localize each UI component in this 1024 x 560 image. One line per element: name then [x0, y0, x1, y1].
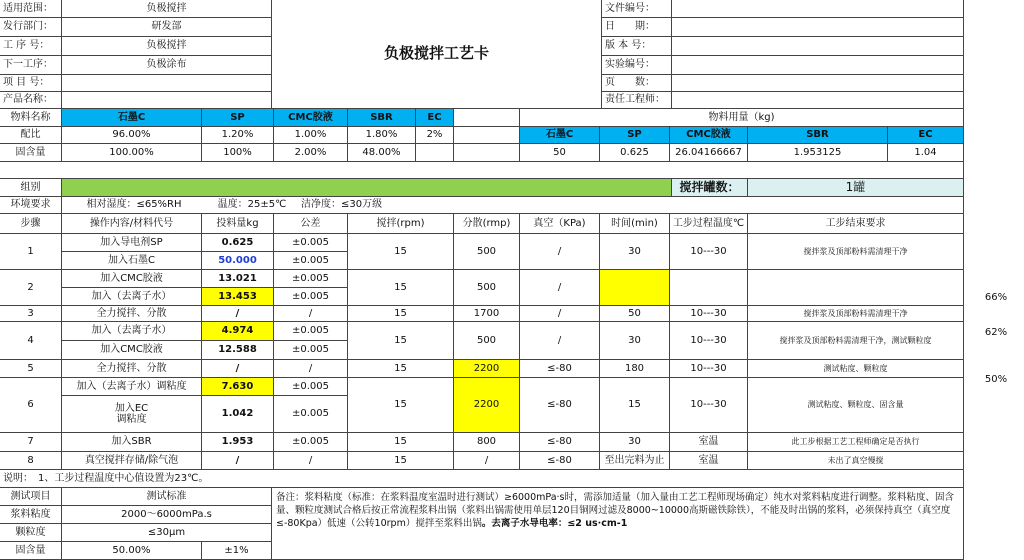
- solid-cell[interactable]: 100.00%: [62, 144, 202, 162]
- step-temperature[interactable]: 10---30: [670, 378, 748, 433]
- side-percent: 66%: [984, 291, 1008, 303]
- blank-row: [0, 162, 964, 179]
- dept-label: 发行部门：: [0, 18, 62, 37]
- usage-header: 石墨C: [520, 127, 600, 144]
- remark-text: 备注：浆料粘度（标准：在浆料温度室温时进行测试）≥6000mPa·s时，需添加适量（加入量由工艺工程师现场确定）纯水对浆料粘度进行调整。浆料粘度、固含量、颗粒度测试合格后按正常流程浆料出锅（浆料出锅需使用单层120目铜网过滤及8000~10000高斯磁铁除铁），不能及时出锅的浆料，必须保持真空（真空度≤-80Kpa）低速（公转10rpm）搅拌至浆料出锅: [276, 492, 954, 529]
- step-temperature[interactable]: 10---30: [670, 360, 748, 378]
- step-vacuum[interactable]: ≤-80: [520, 433, 600, 452]
- step-disperse[interactable]: 2200: [454, 378, 520, 433]
- step-vacuum[interactable]: /: [520, 270, 600, 306]
- version-value[interactable]: [672, 37, 964, 56]
- spacer-cell: [454, 127, 520, 144]
- test-name: 浆料粘度: [0, 506, 62, 524]
- usage-header: CMC胶液: [670, 127, 748, 144]
- step-number: 8: [0, 452, 62, 470]
- ratio-cell[interactable]: 96.00%: [62, 127, 202, 144]
- test-standard-header: 测试标准: [62, 488, 272, 506]
- solid-cell[interactable]: 48.00%: [348, 144, 416, 162]
- steps-col-header: 工步结束要求: [748, 214, 964, 234]
- test-value[interactable]: ≤30μm: [62, 524, 272, 542]
- usage-value[interactable]: 1.953125: [748, 144, 888, 162]
- step-number: 3: [0, 306, 62, 322]
- proc-label: 工 序 号：: [0, 37, 62, 56]
- step-temperature[interactable]: 室温: [670, 433, 748, 452]
- page-value[interactable]: [672, 75, 964, 92]
- step-number: 1: [0, 234, 62, 270]
- step-operation[interactable]: 加入导电剂SP: [62, 234, 202, 252]
- steps-col-header: 步骤: [0, 214, 62, 234]
- docno-label: 文件编号：: [602, 0, 672, 18]
- step-temperature[interactable]: 10---30: [670, 234, 748, 270]
- step-stir[interactable]: 15: [348, 322, 454, 360]
- docno-value[interactable]: [672, 0, 964, 18]
- step-quantity[interactable]: /: [202, 452, 274, 470]
- step-operation[interactable]: 加入SBR: [62, 433, 202, 452]
- proc-value[interactable]: 负极搅拌: [62, 37, 272, 56]
- material-header: SBR: [348, 109, 416, 127]
- step-stir[interactable]: 15: [348, 378, 454, 433]
- group-bar[interactable]: [62, 179, 672, 197]
- remark-box: [272, 488, 964, 560]
- step-quantity[interactable]: 13.453: [202, 288, 274, 306]
- step-tolerance[interactable]: ±0.005: [274, 234, 348, 252]
- step-tolerance[interactable]: ±0.005: [274, 378, 348, 396]
- usage-value[interactable]: 1.04: [888, 144, 964, 162]
- step-requirement: 测试粘度、颗粒度: [748, 360, 964, 378]
- step-tolerance[interactable]: /: [274, 360, 348, 378]
- step-vacuum[interactable]: ≤-80: [520, 360, 600, 378]
- step-tolerance[interactable]: ±0.005: [274, 341, 348, 360]
- step-operation[interactable]: 加入（去离子水）: [62, 288, 202, 306]
- side-percent: 62%: [984, 326, 1008, 338]
- solid-cell[interactable]: 100%: [202, 144, 274, 162]
- steps-col-header: 投料量kg: [202, 214, 274, 234]
- step-time[interactable]: 50: [600, 306, 670, 322]
- step-stir[interactable]: 15: [348, 270, 454, 306]
- step-requirement: 搅拌浆及顶部粉料需清理干净: [748, 306, 964, 322]
- step-operation[interactable]: 全力搅拌、分散: [62, 306, 202, 322]
- step-vacuum[interactable]: /: [520, 234, 600, 270]
- tank-value[interactable]: 1罐: [748, 179, 964, 197]
- material-header: EC: [416, 109, 454, 127]
- step-requirement: 此工步根据工艺工程师确定是否执行: [748, 433, 964, 452]
- tank-label: 搅拌罐数：: [672, 179, 748, 197]
- material-name-label: 物料名称: [0, 109, 62, 127]
- material-header: 石墨C: [62, 109, 202, 127]
- usage-header: SBR: [748, 127, 888, 144]
- scope-value[interactable]: 负极搅拌: [62, 0, 272, 18]
- usage-value[interactable]: 0.625: [600, 144, 670, 162]
- usage-title: 物料用量（kg): [520, 109, 964, 127]
- next-value[interactable]: 负极涂布: [62, 56, 272, 75]
- env-label: 环境要求: [0, 197, 62, 214]
- product-label: 产品名称：: [0, 92, 62, 109]
- step-temperature[interactable]: 10---30: [670, 306, 748, 322]
- step-requirement: 未出了真空慢搅: [748, 452, 964, 470]
- step-operation[interactable]: 真空搅拌存储/除气泡: [62, 452, 202, 470]
- step-stir[interactable]: 15: [348, 360, 454, 378]
- group-label: 组别: [0, 179, 62, 197]
- ratio-cell[interactable]: 2%: [416, 127, 454, 144]
- dept-value[interactable]: 研发部: [62, 18, 272, 37]
- step-tolerance[interactable]: /: [274, 452, 348, 470]
- step-vacuum[interactable]: ≤-80: [520, 378, 600, 433]
- test-name: 固含量: [0, 542, 62, 560]
- step-quantity[interactable]: 1.953: [202, 433, 274, 452]
- step-stir[interactable]: 15: [348, 234, 454, 270]
- step-operation[interactable]: 加入CMC胶液: [62, 270, 202, 288]
- step-disperse[interactable]: 500: [454, 234, 520, 270]
- step-time[interactable]: 30: [600, 433, 670, 452]
- ratio-label: 配比: [0, 127, 62, 144]
- step-tolerance[interactable]: ±0.005: [274, 433, 348, 452]
- step-disperse[interactable]: 2200: [454, 360, 520, 378]
- step-temperature[interactable]: 10---30: [670, 322, 748, 360]
- step-stir[interactable]: 15: [348, 452, 454, 470]
- steps-col-header: 真空（KPa): [520, 214, 600, 234]
- env-temperature: 温度：25±5℃: [217, 199, 287, 211]
- step-quantity[interactable]: 4.974: [202, 322, 274, 341]
- project-label: 项 目 号：: [0, 75, 62, 92]
- step-requirement: [748, 270, 964, 306]
- step-requirement: 测试粘度、颗粒度、固含量: [748, 378, 964, 433]
- step-disperse[interactable]: 500: [454, 270, 520, 306]
- step-tolerance[interactable]: /: [274, 306, 348, 322]
- step-requirement: 搅拌浆及顶部粉料需清理干净，测试颗粒度: [748, 322, 964, 360]
- step-tolerance[interactable]: ±0.005: [274, 396, 348, 433]
- test-name: 颗粒度: [0, 524, 62, 542]
- version-label: 版 本 号：: [602, 37, 672, 56]
- engineer-label: 责任工程师：: [602, 92, 672, 109]
- engineer-value[interactable]: [672, 92, 964, 109]
- step-tolerance[interactable]: ±0.005: [274, 322, 348, 341]
- step-time[interactable]: 至出完料为止: [600, 452, 670, 470]
- project-value[interactable]: [62, 75, 272, 92]
- expno-value[interactable]: [672, 56, 964, 75]
- ratio-cell[interactable]: 1.20%: [202, 127, 274, 144]
- step-stir[interactable]: 15: [348, 306, 454, 322]
- date-value[interactable]: [672, 18, 964, 37]
- test-tolerance[interactable]: ±1%: [202, 542, 272, 560]
- step-disperse[interactable]: 1700: [454, 306, 520, 322]
- env-values: [62, 197, 964, 214]
- step-number: 5: [0, 360, 62, 378]
- step-quantity[interactable]: 50.000: [202, 252, 274, 270]
- step-disperse[interactable]: /: [454, 452, 520, 470]
- step-tolerance[interactable]: ±0.005: [274, 270, 348, 288]
- steps-col-header: 操作内容/材料代号: [62, 214, 202, 234]
- step-quantity[interactable]: 13.021: [202, 270, 274, 288]
- usage-value[interactable]: 50: [520, 144, 600, 162]
- step-quantity[interactable]: 12.588: [202, 341, 274, 360]
- date-label: 日 期：: [602, 18, 672, 37]
- step-quantity[interactable]: 1.042: [202, 396, 274, 433]
- step-operation[interactable]: 加入CMC胶液: [62, 341, 202, 360]
- step-quantity[interactable]: /: [202, 306, 274, 322]
- step-disperse[interactable]: 800: [454, 433, 520, 452]
- expno-label: 实验编号：: [602, 56, 672, 75]
- step-quantity[interactable]: 7.630: [202, 378, 274, 396]
- step-quantity[interactable]: /: [202, 360, 274, 378]
- step-disperse[interactable]: 500: [454, 322, 520, 360]
- page-title: 负极搅拌工艺卡: [272, 0, 602, 109]
- test-value[interactable]: 2000～6000mPa.s: [62, 506, 272, 524]
- test-value[interactable]: 50.00%: [62, 542, 202, 560]
- step-operation[interactable]: 加入石墨C: [62, 252, 202, 270]
- solid-label: 固含量: [0, 144, 62, 162]
- step-number: 4: [0, 322, 62, 360]
- step-temperature[interactable]: [670, 270, 748, 306]
- steps-col-header: 时间(min): [600, 214, 670, 234]
- next-label: 下一工序：: [0, 56, 62, 75]
- step-vacuum[interactable]: ≤-80: [520, 452, 600, 470]
- step-quantity[interactable]: 0.625: [202, 234, 274, 252]
- env-cleanliness: 洁净度：≤30万级: [301, 199, 383, 211]
- step-stir[interactable]: 15: [348, 433, 454, 452]
- step-operation[interactable]: 加入（去离子水）调粘度: [62, 378, 202, 396]
- ratio-cell[interactable]: 1.00%: [274, 127, 348, 144]
- material-header: SP: [202, 109, 274, 127]
- step-time[interactable]: 15: [600, 378, 670, 433]
- spacer-cell: [454, 144, 520, 162]
- step-operation[interactable]: 全力搅拌、分散: [62, 360, 202, 378]
- usage-header: EC: [888, 127, 964, 144]
- steps-col-header: 分散(rmp): [454, 214, 520, 234]
- step-number: 2: [0, 270, 62, 306]
- step-time[interactable]: [600, 270, 670, 306]
- step-time[interactable]: 30: [600, 322, 670, 360]
- scope-label: 适用范围：: [0, 0, 62, 18]
- step-time[interactable]: 30: [600, 234, 670, 270]
- usage-header: SP: [600, 127, 670, 144]
- solid-cell[interactable]: 2.00%: [274, 144, 348, 162]
- product-value[interactable]: [62, 92, 272, 109]
- steps-col-header: 公差: [274, 214, 348, 234]
- step-tolerance[interactable]: ±0.005: [274, 288, 348, 306]
- steps-col-header: 搅拌(rpm): [348, 214, 454, 234]
- step-operation[interactable]: 加入（去离子水）: [62, 322, 202, 341]
- step-vacuum[interactable]: /: [520, 322, 600, 360]
- usage-value[interactable]: 26.04166667: [670, 144, 748, 162]
- test-item-header: 测试项目: [0, 488, 62, 506]
- step-temperature[interactable]: 室温: [670, 452, 748, 470]
- steps-col-header: 工步过程温度℃: [670, 214, 748, 234]
- step-number: 7: [0, 433, 62, 452]
- note-text: 说明： 1、工步过程温度中心值设置为23℃。: [0, 470, 964, 488]
- ratio-cell[interactable]: 1.80%: [348, 127, 416, 144]
- material-header: CMC胶液: [274, 109, 348, 127]
- page-label: 页 数：: [602, 75, 672, 92]
- step-vacuum[interactable]: /: [520, 306, 600, 322]
- step-number: 6: [0, 378, 62, 433]
- solid-cell[interactable]: [416, 144, 454, 162]
- step-time[interactable]: 180: [600, 360, 670, 378]
- step-operation[interactable]: 加入EC 调粘度: [62, 396, 202, 433]
- env-humidity: 相对湿度：≤65%RH: [86, 199, 182, 211]
- conductivity-text: 。去离子水导电率：≤2 us·cm-1: [481, 517, 628, 529]
- side-percent: 50%: [984, 373, 1008, 385]
- step-tolerance[interactable]: ±0.005: [274, 252, 348, 270]
- spacer-cell: [454, 109, 520, 127]
- step-requirement: 搅拌浆及顶部粉料需清理干净: [748, 234, 964, 270]
